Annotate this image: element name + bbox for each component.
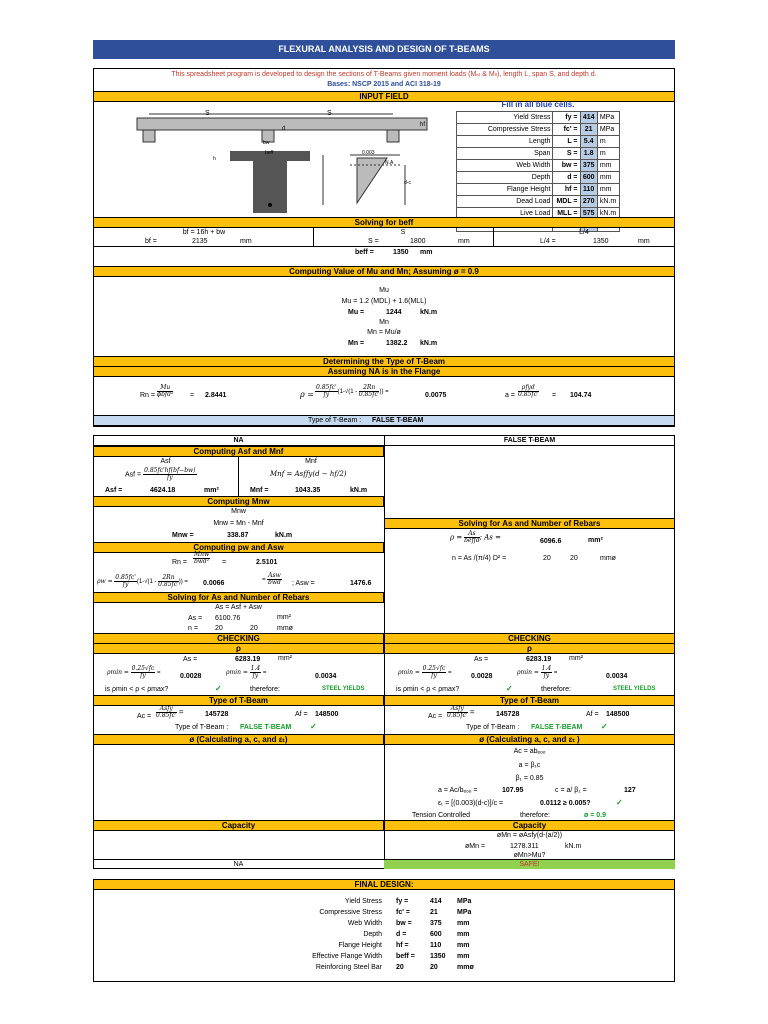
beff-u2: mm (458, 238, 470, 245)
banner-as-rebars-left: Solving for As and Number of Rebars (93, 592, 384, 603)
final-label: Web Width (347, 920, 382, 927)
input-value[interactable]: 414 (580, 112, 597, 124)
asl-l1: As = (188, 615, 203, 622)
steel-yields-right: STEEL YIELDS (613, 686, 656, 692)
phi-eq1: Ac = abₑₒₒ (513, 748, 546, 755)
ac-formula-right: $\frac{\text{Asfy}}{0.85fc'}$ = (447, 705, 475, 719)
banner-checking-left: CHECKING (93, 633, 384, 644)
input-value[interactable]: 1.8 (580, 148, 597, 160)
phi-there: therefore: (520, 812, 550, 819)
input-unit: mm (597, 172, 619, 184)
mn-l2: Mn = (348, 340, 365, 347)
final-label: Reinforcing Steel Bar (315, 964, 382, 971)
cond-left: is ρmin < ρ < ρmax? (105, 686, 169, 693)
input-value[interactable]: 575 (580, 208, 597, 220)
input-unit: mm (597, 184, 619, 196)
col-head-right: FALSE T-BEAM (503, 437, 556, 444)
input-unit: kN.m (597, 208, 619, 220)
banner-input-field: INPUT FIELD (93, 91, 675, 102)
tt-tick-right: ✓ (601, 722, 608, 731)
final-row (250, 931, 510, 942)
input-value[interactable]: 5.4 (580, 136, 597, 148)
chk-u-left: mm² (278, 655, 292, 662)
rn-value: 2.8441 (205, 392, 227, 399)
final-row (250, 964, 510, 975)
beff-l2: S = (368, 238, 379, 245)
asf-u1: mm² (204, 487, 219, 494)
chk-as-label-left: As = (183, 656, 198, 663)
tt-res-left: FALSE T-BEAM (240, 724, 292, 731)
beff-v2: 1800 (410, 238, 426, 245)
final-symbol: fy = (396, 898, 409, 905)
phi-v6: 0.0112 ≥ 0.005? (540, 800, 591, 807)
diagram-na: N.A (385, 160, 394, 166)
final-value: 1350 (430, 953, 446, 960)
final-symbol: fc' = (396, 909, 410, 916)
pmin-formula-right: ρmin = $\frac{0.25√fc}{fy}$ = (398, 665, 452, 679)
final-unit: mm (457, 953, 470, 960)
banner-pw: Computing pw and Asw (93, 542, 384, 553)
final-value: 414 (430, 898, 442, 905)
asl-v1: 6100.76 (215, 615, 241, 622)
asr-v3: 20 (570, 555, 578, 562)
asr-eq: n = As /(π/4) D² = (452, 555, 507, 562)
input-symbol: hf = (553, 184, 580, 196)
diagram-s2: S (327, 110, 332, 117)
input-table (456, 111, 620, 232)
chk-u-right: mm² (569, 655, 583, 662)
cap-na: NA (93, 859, 384, 869)
input-label: Flange Height (457, 184, 553, 196)
final-unit: MPa (457, 898, 472, 905)
rho-row-right: ρ (384, 643, 675, 654)
asl-l2: n = (188, 625, 198, 632)
final-label: Effective Flange Width (312, 953, 382, 960)
ac-formula-left: $\frac{\text{Asfy}}{0.85fc'}$ = (156, 705, 184, 719)
diagram-beff: beff (265, 150, 274, 156)
tt-res-label-left: Type of T-Beam : (175, 724, 229, 731)
phi-eq3: β₁ = 0.85 (515, 775, 544, 782)
final-table (250, 898, 510, 975)
mn-u2: kN.m (420, 340, 438, 347)
tt-res-right: FALSE T-BEAM (531, 724, 583, 731)
asr-v1: 6096.6 (540, 538, 562, 545)
final-symbol: 20 (396, 964, 404, 971)
phi-eq6: εₜ = [(0.003)(d-c)]/c = (438, 800, 504, 807)
final-row (250, 909, 510, 920)
final-label: Compressive Stress (319, 909, 382, 916)
pw-rn-eq: = (222, 559, 227, 566)
final-row (250, 953, 510, 964)
input-label: Length (457, 136, 553, 148)
a-label: a = (505, 392, 515, 399)
pmin1-left: 0.0028 (180, 673, 202, 680)
cond-right: is ρmin < ρ < ρmax? (396, 686, 460, 693)
diagram-h: h (213, 156, 216, 162)
final-value: 20 (430, 964, 438, 971)
banner-cap-left: Capacity (93, 820, 384, 831)
input-row (457, 136, 620, 148)
bases-text: Bases: NSCP 2015 and ACI 318-19 (327, 81, 441, 88)
phi-tc: Tension Controlled (412, 812, 470, 819)
asl-u3: mmø (277, 625, 293, 632)
ac-label-left: Ac = (137, 713, 152, 720)
banner-final: FINAL DESIGN: (93, 879, 675, 890)
cap-u2: kN.m (565, 843, 582, 850)
asr-v2: 20 (543, 555, 551, 562)
mu-v1: 1244 (386, 309, 402, 316)
pw-value: 0.0066 (203, 580, 225, 587)
pmin2-formula-left: ρmin = $\frac{1.4}{fy}$ = (226, 665, 267, 679)
input-value[interactable]: 21 (580, 124, 597, 136)
mn-head: Mn (379, 319, 389, 326)
banner-mnw: Computing Mnw (93, 496, 384, 507)
asr-formula: ρ = $\frac{As}{\text{beffd}}$ ; As = (450, 530, 501, 544)
input-symbol: fc' = (553, 124, 580, 136)
steel-yields-left: STEEL YIELDS (322, 686, 365, 692)
input-symbol: L = (553, 136, 580, 148)
input-value[interactable]: 110 (580, 184, 597, 196)
banner-phi-left: ø (Calculating a, c, and εₜ) (93, 734, 384, 745)
beff-f1: bf = 16h + bw (182, 229, 226, 236)
input-symbol: d = (553, 172, 580, 184)
mnw-v: 338.87 (227, 532, 249, 539)
input-unit: kN.m (597, 196, 619, 208)
asl-v3: 20 (250, 625, 258, 632)
mnw-u: kN.m (275, 532, 293, 539)
input-unit: m (597, 136, 619, 148)
chk-as-label-right: As = (474, 656, 489, 663)
asl-v2: 20 (215, 625, 223, 632)
asw-value: 1476.6 (350, 580, 372, 587)
mu-head: Mu (379, 287, 389, 294)
mn-eq: Mn = Mu/ø (367, 329, 401, 336)
chk-as-left: 6283.19 (235, 656, 261, 663)
mu-eq: Mu = 1.2 (MDL) + 1.6(MLL) (341, 298, 427, 305)
final-row (250, 920, 510, 931)
banner-ttype-left: Type of T-Beam (93, 695, 384, 706)
banner-checking-right: CHECKING (384, 633, 675, 644)
rho-label: ρ = (300, 390, 314, 399)
page-title: FLEXURAL ANALYSIS AND DESIGN OF T-BEAMS (93, 40, 675, 59)
final-unit: mm (457, 920, 470, 927)
pw-rn-label: Rn = (172, 559, 187, 566)
af-right: 148500 (606, 711, 630, 718)
mnf-v2: 1043.35 (295, 487, 321, 494)
final-label: Depth (363, 931, 382, 938)
input-label: Span (457, 148, 553, 160)
tt-tick-left: ✓ (310, 722, 317, 731)
mnf-l2: Mnf = (250, 487, 269, 494)
pmin1-right: 0.0028 (471, 673, 493, 680)
input-unit: MPa (597, 112, 619, 124)
mnw-l: Mnw = (172, 532, 194, 539)
phi-v4: 107.95 (502, 787, 524, 794)
beff-l3: L/4 = (540, 238, 556, 245)
af-label-right: Af = (586, 711, 599, 718)
mnf-formula: Mnf = Asfƒy(d − hf/2) (270, 470, 347, 478)
asw-formula: = $\frac{\text{Asw}}{\text{bwd}}$ (262, 572, 281, 586)
final-unit: mm (457, 942, 470, 949)
phi-tick: ✓ (616, 798, 623, 807)
banner-as-rebars-right: Solving for As and Number of Rebars (384, 518, 675, 529)
input-unit: mm (597, 160, 619, 172)
input-label: Compressive Stress (457, 124, 553, 136)
input-label: Web Width (457, 160, 553, 172)
af-label-left: Af = (295, 711, 308, 718)
final-value: 110 (430, 942, 442, 949)
asf-l1: Asf = (105, 487, 123, 494)
input-row (457, 112, 620, 124)
rho-formula: $\frac{0.85fc'}{fy}$ (1-√(1 - $\frac{2Rn}{0.85fc'}$ )) = (316, 384, 389, 398)
diagram-d: d (282, 126, 286, 132)
beff-lb: beff = (355, 249, 374, 256)
banner-phi-right: ø (Calculating a, c, and εₜ ) (384, 734, 675, 745)
input-row (457, 184, 620, 196)
pmin2-left: 0.0034 (315, 673, 337, 680)
banner-ttype-right: Type of T-Beam (384, 695, 675, 706)
phi-eq5: c = a/ β₁ = (555, 787, 587, 794)
input-symbol: MLL = (553, 208, 580, 220)
input-value[interactable]: 600 (580, 172, 597, 184)
final-symbol: d = (396, 931, 407, 938)
asw-label: ; Asw = (292, 580, 315, 587)
asf-formula: Asf = $\frac{0.85fc'hf(bf-bw)}{fy}$ (125, 467, 196, 481)
asf-head: Asf (160, 458, 171, 465)
input-row (457, 196, 620, 208)
input-symbol: S = (553, 148, 580, 160)
tbeam-diagram (125, 103, 455, 215)
there-right: therefore: (541, 686, 571, 693)
banner-beff: Solving for beff (93, 217, 675, 228)
input-row (457, 148, 620, 160)
tick-left: ✓ (215, 684, 222, 693)
input-row (457, 172, 620, 184)
rho-row-left: ρ (93, 643, 384, 654)
type-result-label: Type of T-Beam : (308, 417, 362, 424)
diagram-e: 0.003 (362, 150, 375, 156)
input-symbol: bw = (553, 160, 580, 172)
there-left: therefore: (250, 686, 280, 693)
fill-note: Fill in all blue cells. (501, 100, 575, 109)
mu-u1: kN.m (420, 309, 438, 316)
tick-right: ✓ (506, 684, 513, 693)
asr-u3: mmø (600, 555, 616, 562)
a-value: 104.74 (570, 392, 592, 399)
rho-value: 0.0075 (425, 392, 447, 399)
diagram-s1: S (205, 110, 210, 117)
beff-vb: 1350 (393, 249, 409, 256)
final-row (250, 942, 510, 953)
af-left: 148500 (315, 711, 339, 718)
banner-mu: Computing Value of Mu and Mn; Assuming ø = 0.9 (93, 266, 675, 277)
pw-formula: ρw = $\frac{0.85fc'}{fy}$ (1-√(1 - $\frac{2Rn}{0.85fc'}$ )) = (97, 574, 188, 588)
banner-asf: Computing Asf and Mnf (93, 446, 384, 457)
type-result: FALSE T-BEAM (372, 417, 424, 424)
diagram-bw: bw (263, 140, 270, 146)
final-value: 375 (430, 920, 442, 927)
a-eq: = (552, 392, 557, 399)
diagram-hf: hf (420, 122, 426, 128)
mnf-head: Mnf (305, 458, 317, 465)
diagram-dc: d-c (404, 180, 411, 186)
input-label: Depth (457, 172, 553, 184)
rn-formula: $\frac{Mu}{\text{ϕbfd²}}$ (157, 384, 174, 398)
phi-value: ø = 0.9 (584, 812, 606, 819)
mu-l1: Mu = (348, 309, 365, 316)
ac-label-right: Ac = (428, 713, 443, 720)
phi-v5: 127 (624, 787, 636, 794)
beff-v1: 2135 (192, 238, 208, 245)
banner-type-2: Assuming NA is in the Flange (93, 366, 675, 377)
pmin2-formula-right: ρmin = $\frac{1.4}{fy}$ = (517, 665, 558, 679)
input-label: Dead Load (457, 196, 553, 208)
phi-eq2: a = β₁c (518, 762, 541, 769)
input-value[interactable]: 375 (580, 160, 597, 172)
a-formula: $\frac{\text{ρfyd}}{0.85fc'}$ (518, 384, 539, 398)
safe-badge: SAFE! (384, 859, 675, 869)
final-value: 21 (430, 909, 438, 916)
cap-eq1: øMn = øAsfy(d-(a/2)) (496, 832, 563, 839)
input-label: Live Load (457, 208, 553, 220)
col-head-left: NA (233, 437, 244, 444)
beff-f2: S (400, 229, 406, 236)
pmin2-right: 0.0034 (606, 673, 628, 680)
ac-right: 145728 (496, 711, 520, 718)
pmin-formula-left: ρmin = $\frac{0.25√fc}{fy}$ = (107, 665, 161, 679)
mnw-eq: Mnw = Mn - Mnf (213, 520, 264, 527)
banner-cap-right: Capacity (384, 820, 675, 831)
input-label: Yield Stress (457, 112, 553, 124)
beff-u3: mm (638, 238, 650, 245)
final-symbol: hf = (396, 942, 409, 949)
mnw-head: Mnw (231, 508, 246, 515)
input-row (457, 124, 620, 136)
asl-eq: As = Asf + Asw (215, 604, 262, 611)
cap-v2: 1278.311 (510, 843, 539, 850)
intro-text: This spreadsheet program is developed to design the sections of T-Beams given moment loads (Mₙₗ & Mₗₗ), length L, span S, and depth d. (171, 71, 597, 78)
pw-rn-formula: $\frac{\text{Mnw}}{\text{bwd²}}$ (193, 551, 210, 565)
final-unit: mmø (457, 964, 474, 971)
beff-ub: mm (420, 249, 433, 256)
final-unit: MPa (457, 909, 472, 916)
input-unit: m (597, 148, 619, 160)
final-row (250, 898, 510, 909)
ac-left: 145728 (205, 711, 229, 718)
final-label: Yield Stress (344, 898, 382, 905)
beff-u1: mm (240, 238, 252, 245)
asf-v1: 4624.18 (150, 487, 176, 494)
mn-v2: 1382.2 (386, 340, 408, 347)
asr-u1: mm² (588, 537, 603, 544)
final-symbol: beff = (396, 953, 415, 960)
pw-rn: 2.5101 (256, 559, 278, 566)
rn-label: Rn = (140, 392, 155, 399)
mnf-u2: kN.m (350, 487, 368, 494)
phi-eq4: a = Ac/bₑₒₒ = (438, 787, 478, 794)
input-unit: MPa (597, 124, 619, 136)
final-unit: mm (457, 931, 470, 938)
cap-eq3: øMn>Mu? (513, 852, 546, 859)
asl-u1: mm² (277, 614, 291, 621)
final-symbol: bw = (396, 920, 412, 927)
beff-f3: L/4 (579, 229, 589, 236)
tt-res-label-right: Type of T-Beam : (466, 724, 520, 731)
input-value[interactable]: 270 (580, 196, 597, 208)
beff-v3: 1350 (593, 238, 609, 245)
input-symbol: MDL = (553, 196, 580, 208)
final-value: 600 (430, 931, 442, 938)
cap-l2: øMn = (465, 843, 486, 850)
rn-eq: = (190, 392, 195, 399)
chk-as-right: 6283.19 (526, 656, 552, 663)
banner-type-1: Determining the Type of T-Beam (93, 356, 675, 367)
input-symbol: fy = (553, 112, 580, 124)
beff-l1: bf = (145, 238, 157, 245)
input-row (457, 160, 620, 172)
final-label: Flange Height (338, 942, 382, 949)
